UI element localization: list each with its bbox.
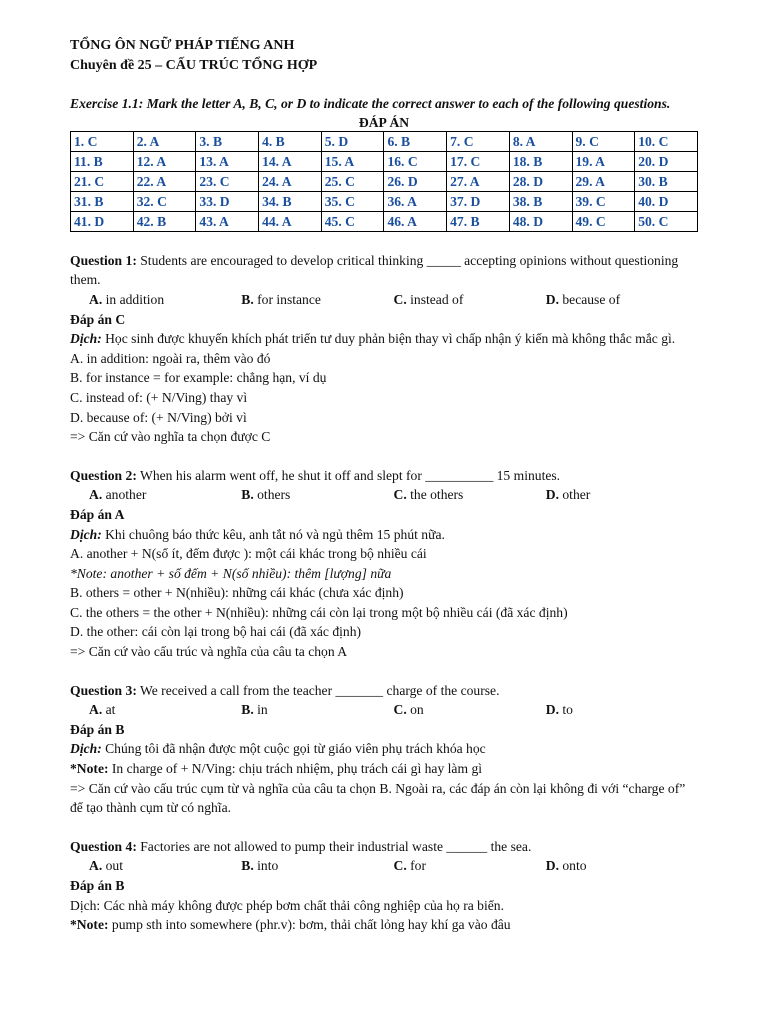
option-text: instead of	[406, 291, 464, 307]
answer-key-cell: 35. C	[321, 191, 384, 211]
answer-key-cell: 21. C	[71, 171, 134, 191]
answer-options	[70, 485, 698, 505]
answer-key-cell: 5. D	[321, 131, 384, 151]
option-text: another	[102, 487, 147, 503]
explanation-text: pump sth into somewhere (phr.v): bơm, thải chất lỏng hay khí ga vào đâu	[108, 917, 511, 933]
answer-key-cell: 11. B	[71, 151, 134, 171]
answer-option	[89, 290, 241, 310]
answer-key-title: ĐÁP ÁN	[358, 114, 410, 130]
option-letter: B.	[241, 858, 254, 874]
option-letter: C.	[393, 858, 407, 874]
option-text: in	[253, 702, 268, 718]
explanation-text: Dịch:	[70, 526, 102, 542]
explanation-text: Dịch: Các nhà máy không được phép bơm chất thải công nghiệp của họ ra biển.	[70, 897, 504, 913]
answer-key-cell: 14. A	[259, 151, 322, 171]
correct-answer: Đáp án A	[70, 506, 125, 522]
explanation-text: B. for instance = for example: chẳng hạn, ví dụ	[70, 370, 327, 386]
option-text: out	[102, 858, 123, 874]
answer-key-cell: 27. A	[447, 171, 510, 191]
option-letter: B.	[241, 487, 254, 503]
explanation-text: C. the others = the other + N(nhiều): những cái còn lại trong một bộ nhiều cái (đã xác định)	[70, 604, 568, 620]
answer-key-cell: 38. B	[509, 191, 572, 211]
answer-key-cell: 4. B	[259, 131, 322, 151]
explanation-text: In charge of + N/Ving: chịu trách nhiệm, phụ trách cái gì hay làm gì	[108, 761, 483, 777]
question-block	[70, 251, 698, 447]
explanation-line	[70, 544, 698, 564]
answer-key-cell: 20. D	[635, 151, 698, 171]
option-text: others	[253, 487, 291, 503]
answer-key-cell: 49. C	[572, 211, 635, 231]
explanation-line	[70, 779, 698, 818]
answer-key-cell: 30. B	[635, 171, 698, 191]
explanation-line	[70, 642, 698, 662]
answer-option	[394, 700, 546, 720]
explanation-text: *Note:	[70, 761, 109, 777]
exercise-text: : Mark the letter A, B, C, or D to indicate the correct answer to each of the following questions.	[138, 96, 671, 112]
question-label: Question 3:	[70, 682, 137, 698]
answer-key-cell: 13. A	[196, 151, 259, 171]
answer-key-cell: 42. B	[133, 211, 196, 231]
option-letter: B.	[241, 702, 254, 718]
answer-option	[241, 485, 393, 505]
explanation-line	[70, 622, 698, 642]
option-letter: C.	[393, 702, 407, 718]
answer-options	[70, 856, 698, 876]
answer-key-cell: 32. C	[133, 191, 196, 211]
explanation-text: C. instead of: (+ N/Ving) thay vì	[70, 389, 248, 405]
option-letter: A.	[89, 858, 103, 874]
answer-option	[394, 485, 546, 505]
answer-option	[546, 290, 698, 310]
explanation-line	[70, 525, 698, 545]
option-text: onto	[558, 858, 587, 874]
option-letter: D.	[545, 858, 559, 874]
answer-key-cell: 40. D	[635, 191, 698, 211]
option-text: for instance	[253, 291, 321, 307]
explanation-text: *Note:	[70, 917, 109, 933]
answer-key-cell: 26. D	[384, 171, 447, 191]
answer-key-cell: 16. C	[384, 151, 447, 171]
answer-key-cell: 23. C	[196, 171, 259, 191]
explanation-text: Học sinh được khuyến khích phát triển tư duy phản biện thay vì chấp nhận ý kiến mà không thắc mắc gì.	[101, 331, 676, 347]
question-block	[70, 681, 698, 818]
option-letter: D.	[545, 702, 559, 718]
answer-key-cell: 3. B	[196, 131, 259, 151]
answer-key-cell: 15. A	[321, 151, 384, 171]
answer-option	[546, 856, 698, 876]
question-label: Question 2:	[70, 467, 137, 483]
answer-option	[241, 700, 393, 720]
answer-key-cell: 47. B	[447, 211, 510, 231]
option-text: the others	[406, 487, 464, 503]
option-letter: A.	[89, 487, 103, 503]
explanation-line	[70, 739, 698, 759]
option-text: to	[558, 702, 573, 718]
answer-key-cell: 12. A	[133, 151, 196, 171]
option-letter: D.	[545, 291, 559, 307]
answer-key-cell: 29. A	[572, 171, 635, 191]
answer-key-cell: 37. D	[447, 191, 510, 211]
explanation-text: B. others = other + N(nhiều): những cái khác (chưa xác định)	[70, 585, 404, 601]
explanation-text: *Note: another + số đếm + N(số nhiều): thêm [lượng] nữa	[70, 565, 392, 581]
explanation-line	[70, 408, 698, 428]
correct-answer: Đáp án C	[70, 311, 126, 327]
answer-key-cell: 28. D	[509, 171, 572, 191]
answer-options	[70, 290, 698, 310]
option-text: into	[253, 858, 279, 874]
option-text: for	[406, 858, 426, 874]
explanation-line	[70, 388, 698, 408]
question-text: We received a call from the teacher _______ charge of the course.	[136, 682, 500, 698]
option-text: other	[558, 487, 591, 503]
answer-key-cell: 17. C	[447, 151, 510, 171]
answer-key-cell: 9. C	[572, 131, 635, 151]
answer-key-cell: 39. C	[572, 191, 635, 211]
answer-option	[89, 856, 241, 876]
answer-key-cell: 34. B	[259, 191, 322, 211]
explanation-text: D. because of: (+ N/Ving) bởi vì	[70, 409, 247, 425]
question-text: Students are encouraged to develop critical thinking _____ accepting opinions without questioning them.	[70, 252, 679, 288]
answer-key-cell: 33. D	[196, 191, 259, 211]
answer-option	[241, 290, 393, 310]
explanation-line	[70, 564, 698, 584]
explanation-line	[70, 603, 698, 623]
explanation-line	[70, 896, 698, 916]
answer-key-cell: 25. C	[321, 171, 384, 191]
option-letter: D.	[545, 487, 559, 503]
answer-key-cell: 24. A	[259, 171, 322, 191]
option-letter: A.	[89, 291, 103, 307]
answer-key-cell: 45. C	[321, 211, 384, 231]
correct-answer: Đáp án B	[70, 721, 125, 737]
explanation-line	[70, 349, 698, 369]
answer-key-row	[71, 211, 698, 231]
question-label: Question 1:	[70, 252, 137, 268]
doc-title: TỔNG ÔN NGỮ PHÁP TIẾNG ANH	[70, 38, 295, 53]
answer-key-cell: 22. A	[133, 171, 196, 191]
option-letter: C.	[393, 487, 407, 503]
answer-key-cell: 19. A	[572, 151, 635, 171]
answer-option	[546, 700, 698, 720]
question-block	[70, 837, 698, 935]
explanation-line	[70, 583, 698, 603]
explanation-text: A. in addition: ngoài ra, thêm vào đó	[70, 350, 271, 366]
question-text: When his alarm went off, he shut it off and slept for __________ 15 minutes.	[136, 467, 561, 483]
answer-option	[89, 485, 241, 505]
question-label: Question 4:	[70, 838, 137, 854]
exercise-label: Exercise 1.1	[70, 96, 139, 112]
exercise-instruction	[70, 94, 698, 114]
answer-key-cell: 43. A	[196, 211, 259, 231]
answer-key-cell: 41. D	[71, 211, 134, 231]
explanation-text: Dịch:	[70, 741, 102, 757]
option-text: at	[102, 702, 116, 718]
answer-key-cell: 10. C	[635, 131, 698, 151]
question-list	[70, 251, 698, 935]
question-stem	[70, 466, 698, 486]
answer-option	[89, 700, 241, 720]
question-stem	[70, 251, 698, 290]
option-letter: C.	[393, 291, 407, 307]
question-text: Factories are not allowed to pump their industrial waste ______ the sea.	[136, 838, 532, 854]
option-letter: A.	[89, 702, 103, 718]
option-letter: B.	[241, 291, 254, 307]
answer-key-cell: 36. A	[384, 191, 447, 211]
answer-key-row	[71, 191, 698, 211]
explanation-text: => Căn cứ vào cấu trúc và nghĩa của câu ta chọn A	[70, 644, 348, 660]
answer-key-row	[71, 131, 698, 151]
answer-key-cell: 6. B	[384, 131, 447, 151]
explanation-line	[70, 759, 698, 779]
answer-key-row	[71, 171, 698, 191]
answer-key-cell: 48. D	[509, 211, 572, 231]
document-content	[70, 36, 698, 935]
answer-options	[70, 700, 698, 720]
option-text: because of	[558, 291, 621, 307]
explanation-line	[70, 427, 698, 447]
explanation-line	[70, 329, 698, 349]
answer-option	[241, 856, 393, 876]
answer-option	[394, 856, 546, 876]
answer-key-cell: 1. C	[71, 131, 134, 151]
explanation-line	[70, 368, 698, 388]
question-stem	[70, 837, 698, 857]
explanation-text: Khi chuông báo thức kêu, anh tắt nó và ngủ thêm 15 phút nữa.	[101, 526, 445, 542]
explanation-text: D. the other: cái còn lại trong bộ hai cái (đã xác định)	[70, 624, 362, 640]
answer-key-cell: 7. C	[447, 131, 510, 151]
explanation-text: A. another + N(số ít, đếm được ): một cái khác trong bộ nhiều cái	[70, 546, 427, 562]
explanation-text: => Căn cứ vào nghĩa ta chọn được C	[70, 429, 271, 445]
answer-key-cell: 44. A	[259, 211, 322, 231]
correct-answer: Đáp án B	[70, 878, 125, 893]
explanation-text: => Căn cứ vào cấu trúc cụm từ và nghĩa của câu ta chọn B. Ngoài ra, các đáp án còn lại không đi với “charge of” để tạo thành cụm từ có nghĩa.	[70, 780, 686, 816]
answer-key-cell: 50. C	[635, 211, 698, 231]
answer-key-row	[71, 151, 698, 171]
answer-key-cell: 31. B	[71, 191, 134, 211]
answer-key-table	[70, 131, 698, 232]
answer-key-cell: 8. A	[509, 131, 572, 151]
answer-key-cell: 18. B	[509, 151, 572, 171]
explanation-text: Chúng tôi đã nhận được một cuộc gọi từ giáo viên phụ trách khóa học	[101, 741, 486, 757]
question-stem	[70, 681, 698, 701]
answer-key-cell: 2. A	[133, 131, 196, 151]
question-block	[70, 466, 698, 662]
option-text: in addition	[102, 291, 165, 307]
answer-option	[546, 485, 698, 505]
answer-option	[394, 290, 546, 310]
doc-subtitle: Chuyên đề 25 – CẤU TRÚC TỔNG HỢP	[70, 57, 318, 73]
answer-key-cell: 46. A	[384, 211, 447, 231]
option-text: on	[406, 702, 424, 718]
explanation-line	[70, 915, 698, 935]
explanation-text: Dịch:	[70, 331, 102, 347]
